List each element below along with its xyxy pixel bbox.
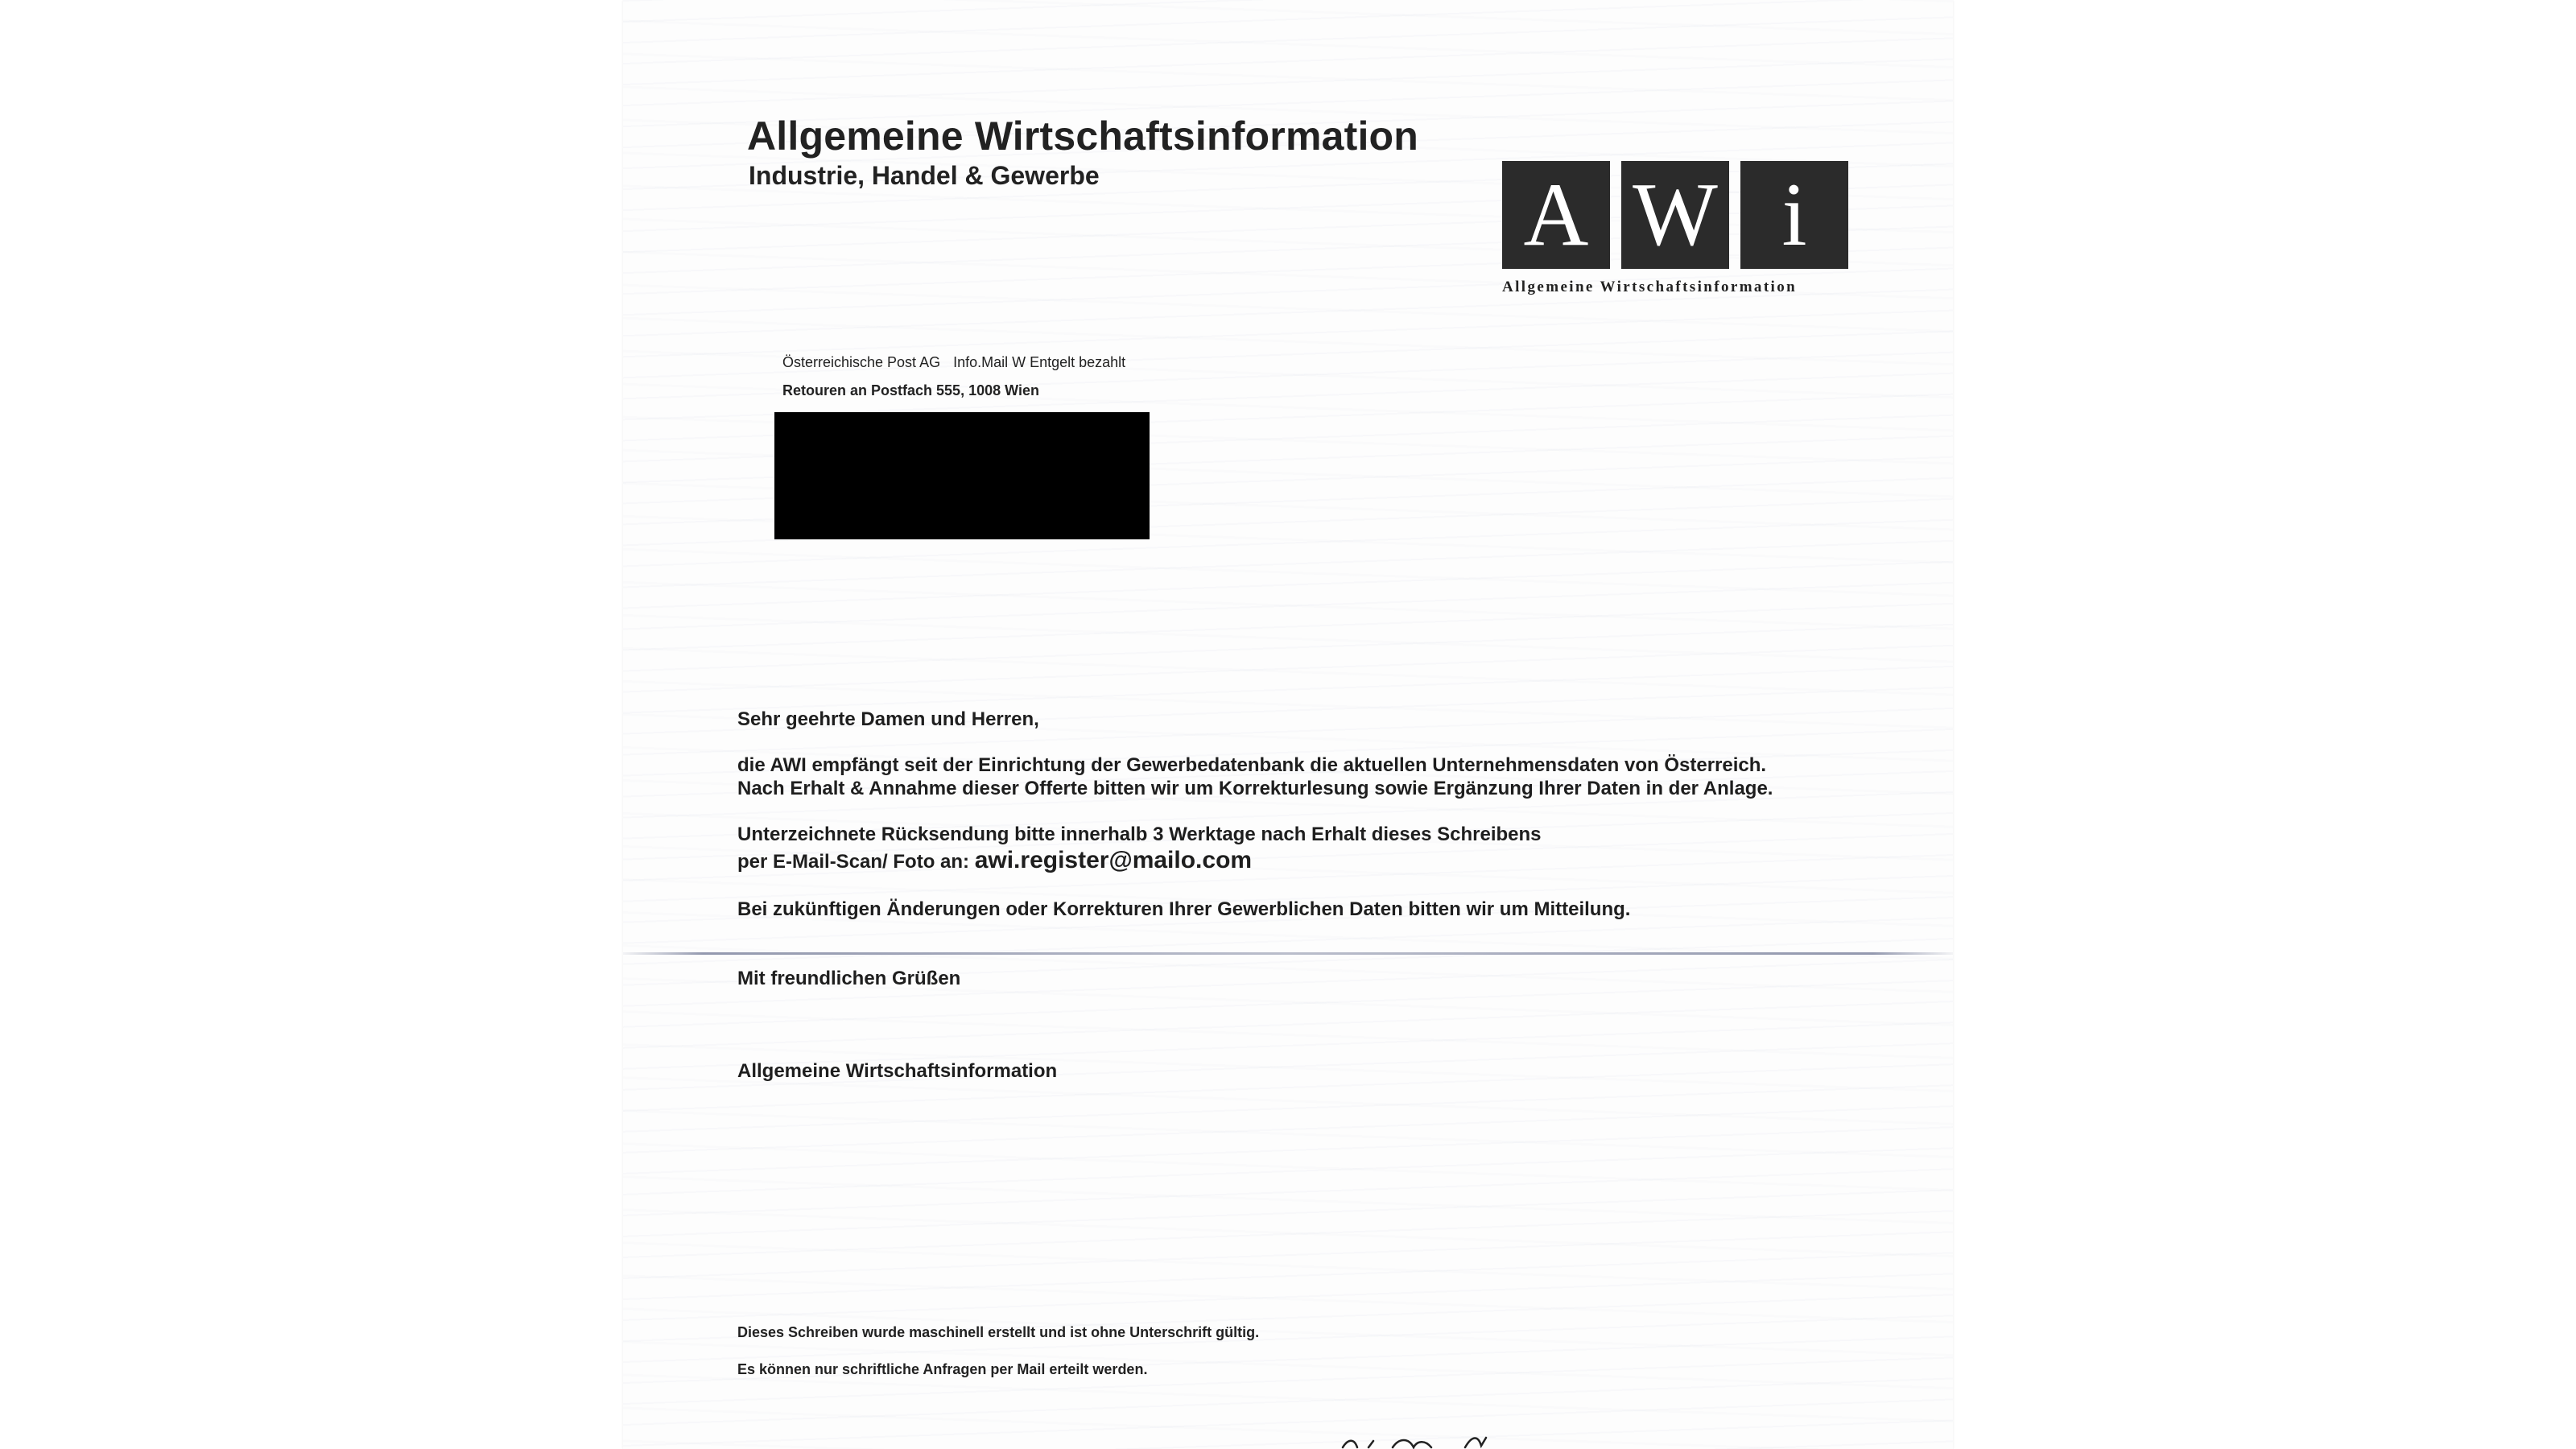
handwritten-signature-fragment	[1336, 1435, 1578, 1449]
signatory: Allgemeine Wirtschaftsinformation	[737, 1060, 1058, 1082]
postage-service: Info.Mail W Entgelt bezahlt	[953, 354, 1126, 370]
logo-letter-i: i	[1740, 161, 1848, 269]
paragraph-3: Bei zukünftigen Änderungen oder Korrekturen Ihrer Gewerblichen Daten bitten wir um Mitteilung.	[737, 898, 1631, 920]
contact-email: awi.register@mailo.com	[974, 847, 1253, 873]
email-instruction: per E-Mail-Scan/ Foto an:	[737, 851, 970, 873]
awi-logo	[1502, 161, 1848, 296]
salutation: Sehr geehrte Damen und Herren,	[737, 708, 1039, 730]
logo-letter-w: W	[1621, 161, 1729, 269]
logo-letter-a: A	[1502, 161, 1610, 269]
redacted-recipient-address	[774, 412, 1150, 539]
footer-note-1: Dieses Schreiben wurde maschinell erstellt und ist ohne Unterschrift gültig.	[737, 1324, 1260, 1340]
return-address: Retouren an Postfach 555, 1008 Wien	[782, 382, 1039, 398]
paragraph-1-line-1: die AWI empfängt seit der Einrichtung der Gewerbedatenbank die aktuellen Unternehmensdaten von Österreich.	[737, 754, 1767, 776]
closing: Mit freundlichen Grüßen	[737, 968, 961, 989]
organization-subtitle: Industrie, Handel & Gewerbe	[749, 161, 1100, 190]
paper-fold-line	[623, 952, 1953, 955]
logo-tiles	[1502, 161, 1848, 269]
postage-line	[782, 354, 1125, 371]
organization-title: Allgemeine Wirtschaftsinformation	[747, 114, 1419, 159]
postage-sender: Österreichische Post AG	[782, 354, 941, 370]
paragraph-1-line-2: Nach Erhalt & Annahme dieser Offerte bitten wir um Korrekturlesung sowie Ergänzung Ihrer Daten in der Anlage.	[737, 778, 1773, 799]
paragraph-2-line-1: Unterzeichnete Rücksendung bitte innerhalb 3 Werktage nach Erhalt dieses Schreibens	[737, 824, 1542, 845]
paragraph-2-line-2	[737, 847, 1252, 874]
logo-caption: Allgemeine Wirtschaftsinformation	[1502, 279, 1798, 295]
footer-note-2: Es können nur schriftliche Anfragen per Mail erteilt werden.	[737, 1361, 1148, 1377]
